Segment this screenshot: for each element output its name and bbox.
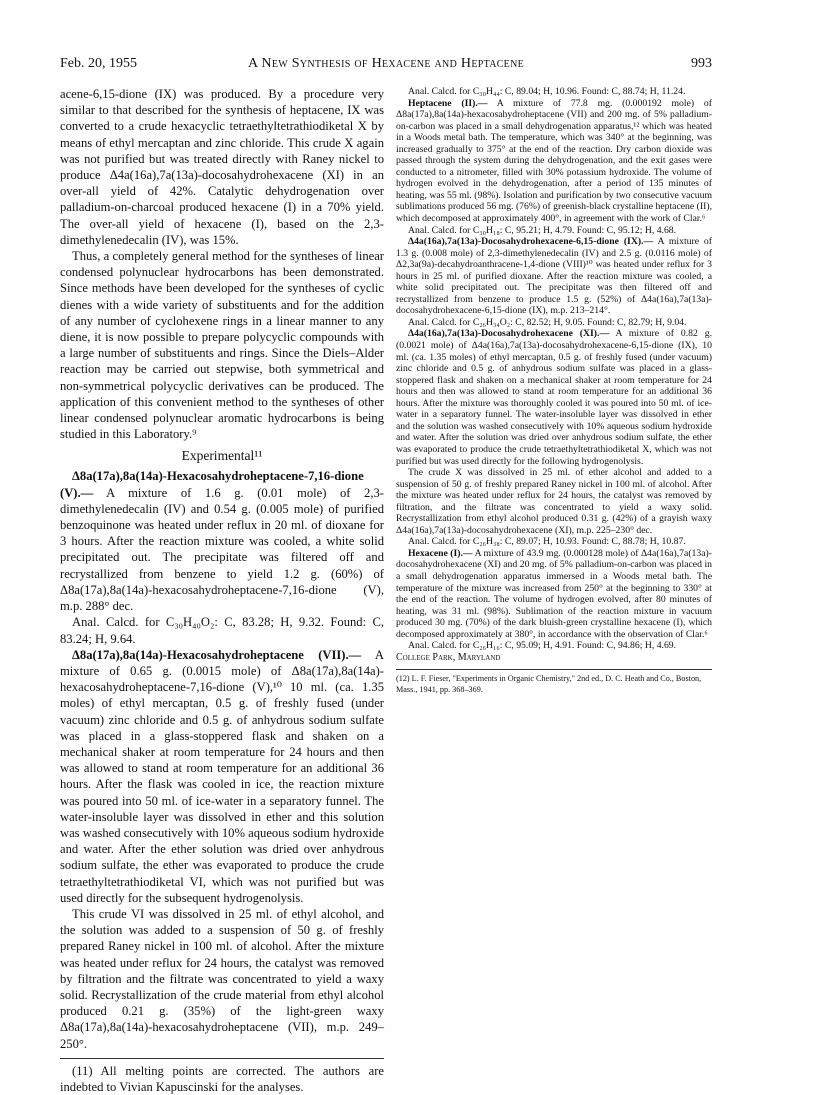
right-column (396, 86, 712, 1056)
analysis-line: Anal. Calcd. for C₂₆H₃₈: C, 89.07; H, 10.93. Found: C, 88.78; H, 10.87. (408, 536, 686, 548)
running-header (60, 56, 712, 76)
compound-heading: Heptacene (II).— (408, 97, 488, 109)
procedure-text: A mixture of 1.3 g. (0.008 mole) of 2,3-dimethylenedecalin (IV) and 2.5 g. (0.0116 mole) of Δ2,3a(9a)-decahydroanthracene-1,4-dione (VIII)¹⁰ was heated under reflux for 3 hours in 25 ml. of purified dioxane. After the reaction mixture was cooled, a white solid precipitated out. The precipitate was then filtered off and recrystallized from benzene to produce 1.5 g. (52%) of Δ4a(16a),7a(13a)-docosahydrohexacene-6,15-dione (IX), m.p. 213–214°. (396, 236, 712, 317)
body-paragraph: Thus, a completely general method for the syntheses of linear condensed polynuclear hydrocarbons has been demonstrated. Since methods have been developed for the syntheses of cyclic dienes with a wide variety of substituents and for the addition of any number of cyclohexene rings in a linear manner to any diene, it is now possible to prepare polycyclic compounds with a large number of substituents and rings. Since the Diels–Alder reaction may be carried out stepwise, both symmetrical and non-symmetrical polycyclic derivatives can be produced. The application of this convenient method to the syntheses of other linear condensed polynuclear aromatic hydrocarbons is being studied in this Laboratory.⁹ (60, 249, 384, 442)
procedure-text: This crude VI was dissolved in 25 ml. of ethyl alcohol, and the solution was added to a suspension of 50 g. of freshly prepared Raney nickel in 100 ml. of alcohol. After the mixture was heated under reflux for 24 hours, the catalyst was removed by filtration and the filtrate was concentrated to yield a waxy solid. Recrystallization of the crude material from ethyl alcohol produced 0.21 g. (35%) of the light-green waxy Δ8a(17a),8a(14a)-hexacosahydroheptacene (VII), m.p. 249–250°. (60, 906, 384, 1051)
compound-heading: Hexacene (I).— (408, 547, 473, 559)
compound-heading: Δ4a(16a),7a(13a)-Docosahydrohexacene (XI).— (408, 328, 610, 340)
compound-heading: Δ4a(16a),7a(13a)-Docosahydrohexacene-6,15-dione (IX).— (408, 236, 654, 248)
procedure-text: A mixture of 0.65 g. (0.0015 mole) of Δ8a(17a),8a(14a)-hexacosahydroheptacene-7,16-dione (V),¹⁰ 10 ml. (ca. 1.35 moles) of ethyl mercaptan, 0.5 g. of freshly fused (under vacuum) zinc chloride and 0.5 g. of anhydrous sodium sulfate was placed in a glass-stoppered flask and shaken on a mechanical shaker at room temperature for 24 hours and then was allowed to stand at room temperature for an additional 36 hours. After the flask was cooled in ice, the reaction mixture was poured into 50 ml. of ice-water in a separatory funnel. The water-insoluble layer was dissolved in ether and this solution was washed consecutively with 10% aqueous sodium hydroxide and water. After the ether solution was dried over anhydrous sodium sulfate, the ether was evaporated to produce the crude tetraethyltetrathiodiketal VI, which was not purified but was used directly for the subsequent hydrogenolysis. (60, 647, 384, 905)
analysis-line: Anal. Calcd. for C₃₀H₄₀O₂: C, 83.28; H, 9.32. Found: C, 83.24; H, 9.64. (60, 615, 384, 646)
compound-heading: Δ8a(17a),8a(14a)-Hexacosahydroheptacene-7,16-dione (V).— (60, 469, 364, 500)
analysis-line: Anal. Calcd. for C₂₆H₃₄O₂: C, 82.52; H, 9.05. Found: C, 82.79; H, 9.04. (408, 316, 687, 328)
footnote: (12) L. F. Fieser, "Experiments in Organic Chemistry," 2nd ed., D. C. Heath and Co., Boston, Mass., 1941, pp. 368–369. (396, 674, 702, 694)
experimental-text (60, 468, 384, 1051)
procedure-text: The crude X was dissolved in 25 ml. of ether alcohol and added to a suspension of 50 g. of freshly prepared Raney nickel in 100 ml. of alcohol. After the mixture was heated under reflux for 24 hours, the catalyst was removed by filtration, and the filtrate was concentrated to yield a waxy solid. Recrystallization from ethyl alcohol produced 0.31 g. (42%) of a grayish waxy Δ4a(16a),7a(13a)-docosahydrohexacene (XI), m.p. 225–230° dec. (396, 467, 712, 536)
footnote: (11) All melting points are corrected. The authors are indebted to Vivian Kapuscinski for the analyses. (60, 1063, 384, 1094)
analysis-line: Anal. Calcd. for C₃₀H₁₈: C, 95.21; H, 4.79. Found: C, 95.12; H, 4.68. (408, 224, 677, 236)
left-column (60, 86, 384, 1094)
author-address: College Park, Maryland (396, 651, 501, 663)
section-heading: Experimental¹¹ (181, 448, 263, 464)
procedure-text: A mixture of 0.82 g. (0.0021 mole) of Δ4a(16a),7a(13a)-docosahydrohexacene-6,15-dione (IX), 10 ml. (ca. 1.35 moles) of ethyl mercaptan, 0.5 g. of freshly fused (under vacuum) zinc chloride and 0.5 g. of anhydrous sodium sulfate was placed in a glass-stoppered flask and shaken on a mechanical shaker at room temperature for 24 hours and then was allowed to stand at room temperature for an additional 36 hours. After the mixture was thoroughly cooled it was poured into 50 ml. of ice-water in a separatory funnel. The water-insoluble layer was dissolved in ether and the solution was washed consecutively with 10% aqueous sodium hydroxide and water. After the solution was dried over anhydrous sodium sulfate, the ether was evaporated to produce the crude tetraethyltetrathiodiketal X, which was not purified but was used directly for the following hydrogenolysis. (396, 328, 712, 467)
procedure-text: A mixture of 1.6 g. (0.01 mole) of 2,3-dimethylenedecalin (IV) and 0.54 g. (0.005 mole) of purified benzoquinone was heated under reflux in 20 ml. of dioxane for 3 hours. After the reaction mixture was cooled, a white solid precipitated out. The precipitate was filtered off and recrystallized from benzene to yield 1.2 g. (60%) of Δ8a(17a),8a(14a)-hexacosahydroheptacene-7,16-dione (V), m.p. 288° dec. (60, 485, 384, 614)
analysis-line: Anal. Calcd. for C₃₀H₄₄: C, 89.04; H, 10.96. Found: C, 88.74; H, 11.24. (408, 86, 686, 97)
body-paragraph: acene-6,15-dione (IX) was produced. By a procedure very similar to that described for the synthesis of heptacene, IX was converted to a crude hexacyclic tetraethyltetrathiodiketal X by means of ethyl mercaptan and zinc chloride. This crude X again was not purified but was treated directly with Raney nickel to produce Δ4a(16a),7a(13a)-docosahydrohexacene (XI) in an over-all yield of 42%. Catalytic dehydrogenation over palladium-on-charcoal produced hexacene (I) in a 70% yield. The over-all yield of hexacene (I), based on the 2,3-dimethylenedecalin (IV), was 15%. (60, 87, 384, 247)
procedure-text: A mixture of 43.9 mg. (0.000128 mole) of Δ4a(16a),7a(13a)-docosahydrohexacene (XI) and 20 mg. of 5% palladium-on-carbon was placed in a small dehydrogenation apparatus immersed in a Woods metal bath. The temperature of the mixture was increased from 250° at the beginning to 330° at the end of the reaction. The volume of hydrogen evolved, after 80 minutes of heating, was 31 ml. (98%). Sublimation of the reaction mixture in vacuum produced 30 mg. (70%) of the dark bluish-green crystalline hexacene (I), which decomposed approximately at 380°, in accordance with the observation of Clar.⁶ (396, 547, 712, 640)
header-title: A New Synthesis of Hexacene and Heptacene (247, 56, 525, 71)
header-date: Feb. 20, 1955 (60, 56, 137, 71)
experimental-text (396, 86, 712, 663)
footnote-divider (396, 669, 712, 670)
analysis-line: Anal. Calcd. for C₂₆H₁₆: C, 95.09; H, 4.91. Found: C, 94.86; H, 4.69. (408, 640, 677, 652)
page-number: 993 (691, 56, 712, 71)
compound-heading: Δ8a(17a),8a(14a)-Hexacosahydroheptacene (VII).— (72, 647, 362, 662)
footnote-divider (60, 1058, 384, 1059)
procedure-text: A mixture of 77.8 mg. (0.000192 mole) of Δ8a(17a),8a(14a)-hexacosahydroheptacene (VII) and 200 mg. of 5% palladium-on-carbon was placed in a small dehydrogenation apparatus,¹² which was heated in a Woods metal bath. The temperature, which was 340° at the beginning, was increased gradually to 375° at the end of the reaction. Dry carbon dioxide was passed through the system during the dehydrogenation, and the exit gases were conducted to a nitrometer, filled with 30% potassium hydroxide. The volume of hydrogen evolved in the dehydrogenation, after a period of 135 minutes of heating, was 55 ml. (98%). Isolation and purification by two consecutive vacuum sublimations produced 56 mg. (76%) of greenish-black crystalline heptacene (II), which decomposed at approximately 400°, in agreement with the work of Clar.⁶ (396, 97, 712, 225)
